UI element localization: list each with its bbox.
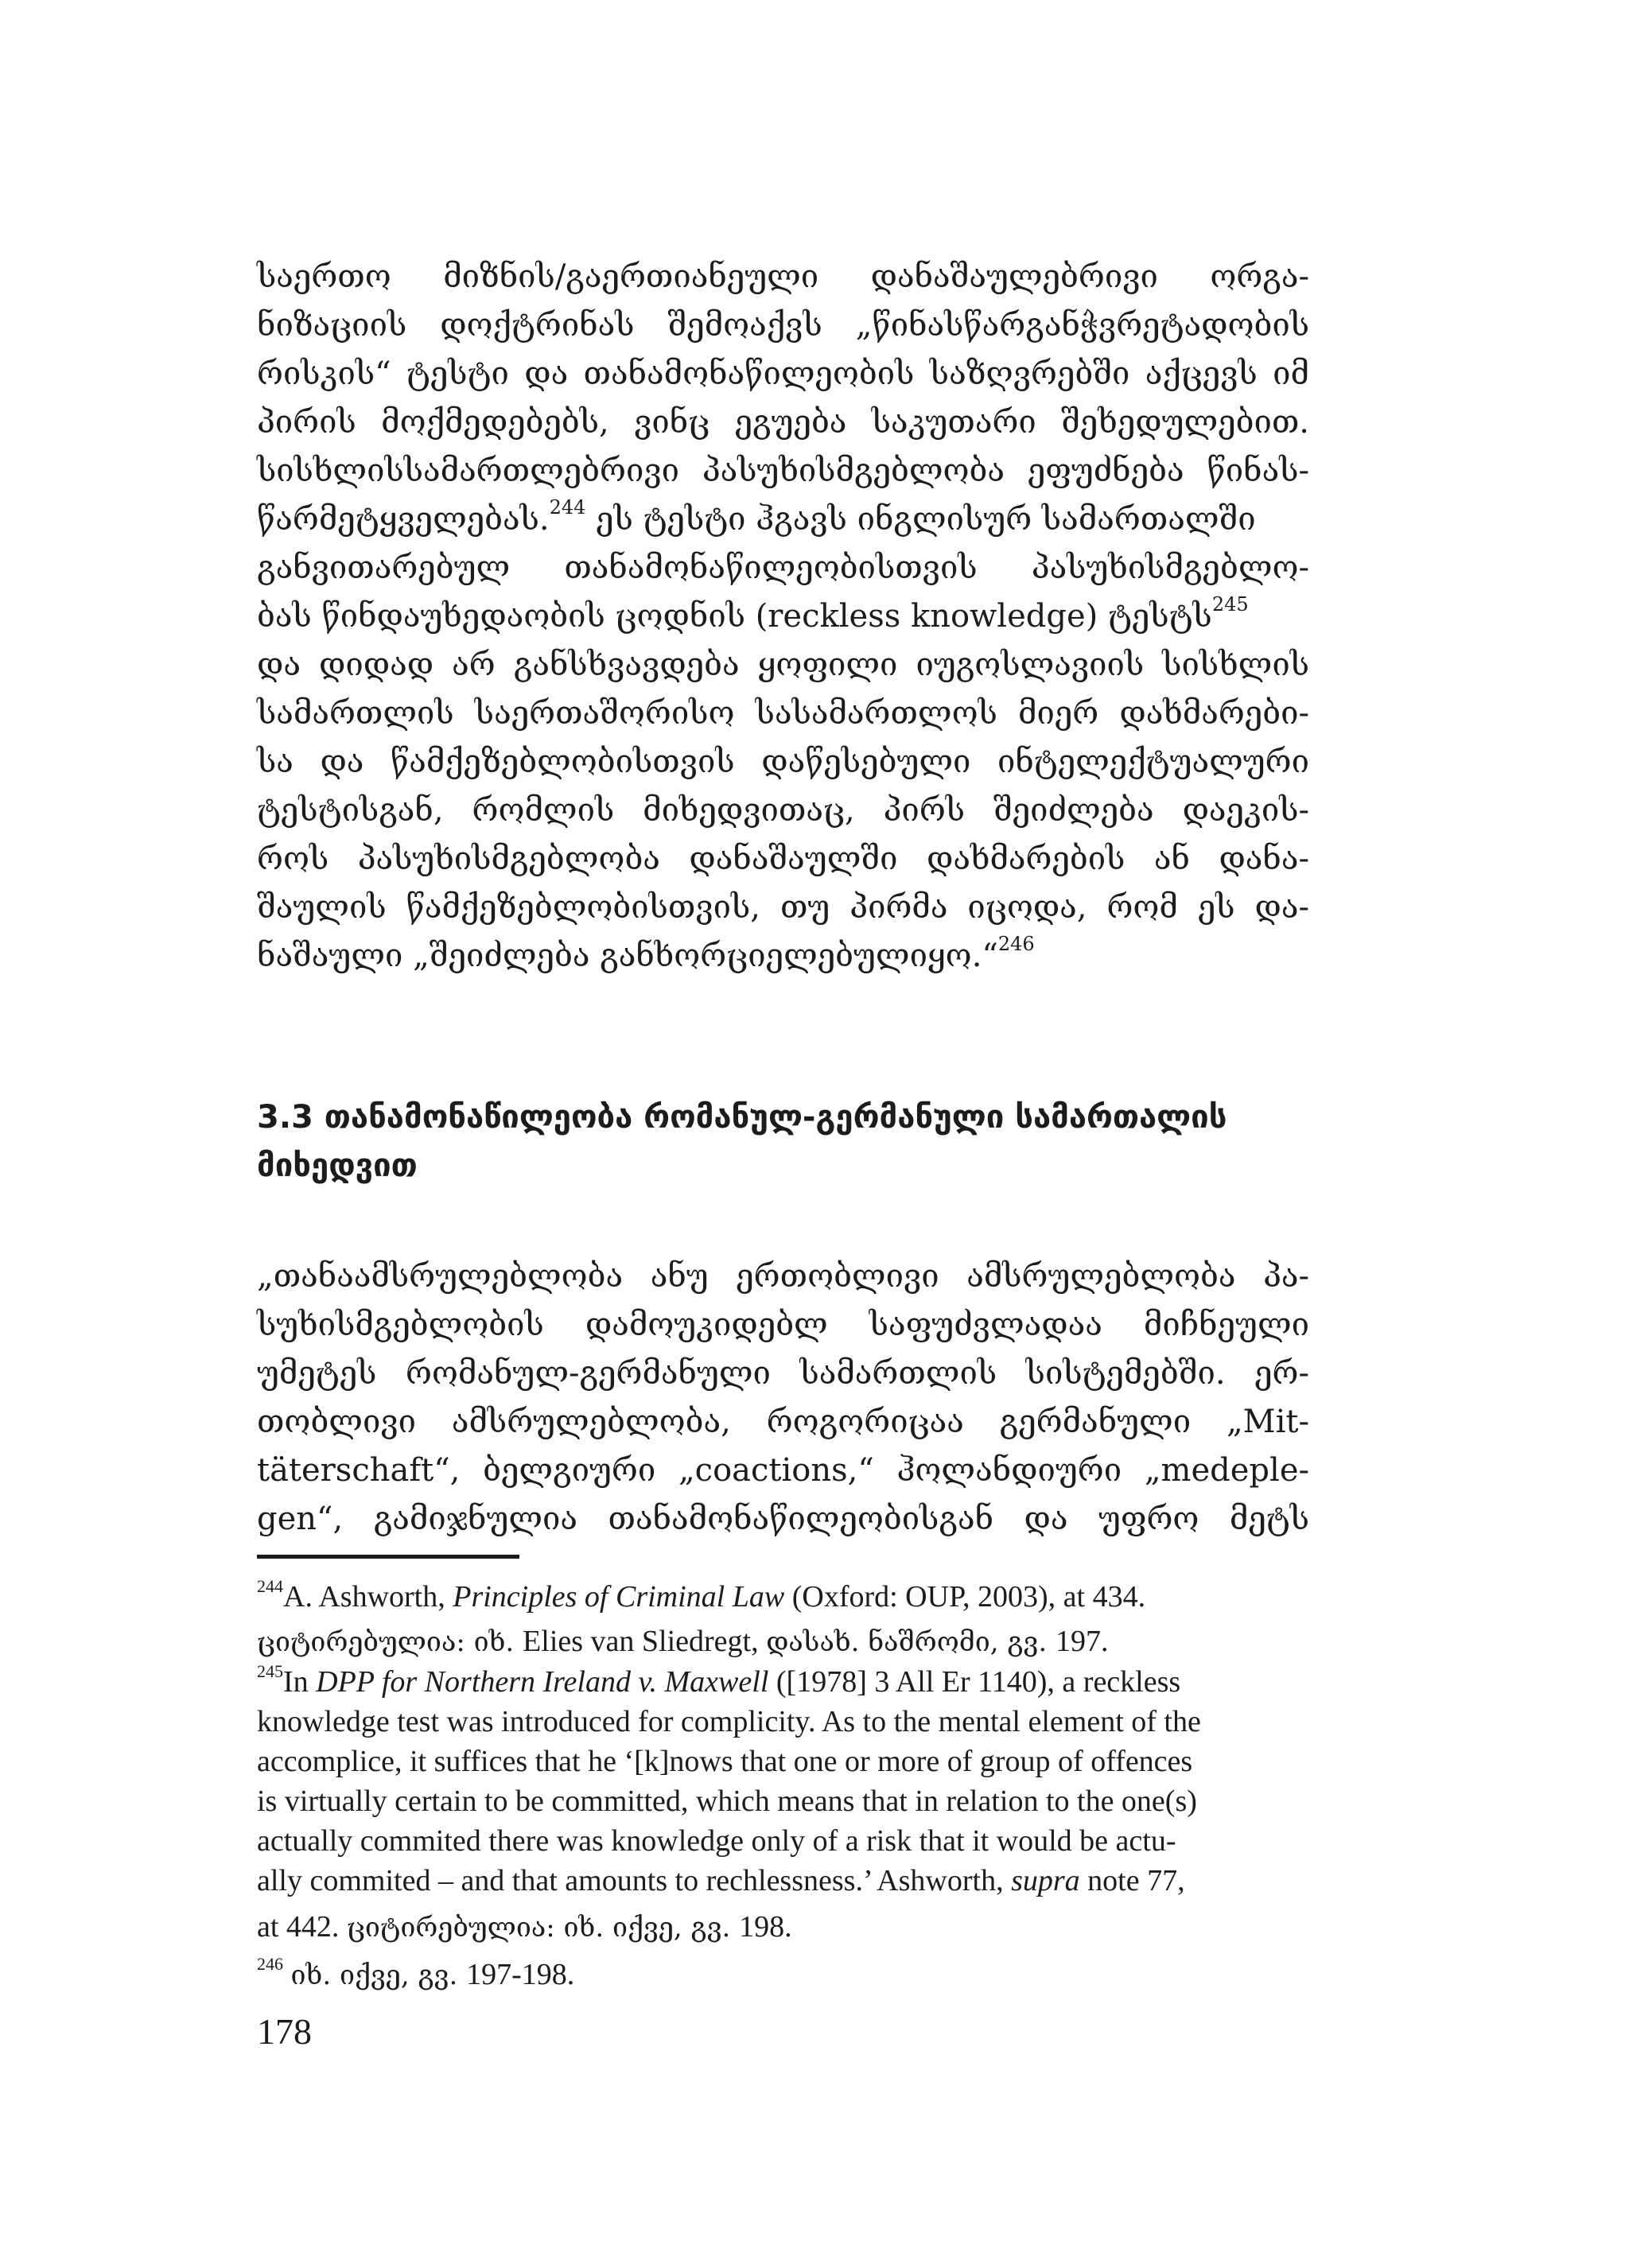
paragraph-1-line-12: ტესტისგან, რომლის მიხედვითაც, პირს შეიძლება დაეკის- — [257, 792, 1309, 829]
footnote-245-line-3: accomplice, it suffices that he ‘[k]nows that one or more of group of offences — [257, 1745, 1193, 1778]
fn-case-name: DPP for Northern Ireland v. Maxwell — [316, 1665, 769, 1699]
footnote-marker-246: 246 — [257, 1954, 283, 1975]
footnote-246-line-1 — [257, 1955, 1309, 1994]
footnote-245-line-1 — [257, 1662, 1309, 1702]
footnote-245-line-2: knowledge test was introduced for complicity. As to the mental element of the — [257, 1705, 1201, 1738]
paragraph-2-line-6: gen“, გამიჯნულია თანამონაწილეობისგან და უფრო მეტს — [257, 1501, 1309, 1537]
fn-text: note 77, — [1079, 1864, 1185, 1897]
paragraph-1-line-14: შაულის წამქეზებლობისთვის, თუ პირმა იცოდა, რომ ეს და- — [257, 889, 1309, 926]
paragraph-1-line-10: სამართლის საერთაშორისო სასამართლოს მიერ დახმარები- — [257, 695, 1309, 732]
fn-text: 197-198. — [466, 1958, 575, 1991]
footnote-ref-246[interactable]: 246 — [997, 932, 1035, 955]
footnote-marker-245: 245 — [257, 1661, 283, 1682]
paragraph-1-line-5: სისხლისსამართლებრივი პასუხისმგებლობა ეფუძნება წინას- — [257, 452, 1309, 489]
paragraph-2-line-1: „თანაამსრულებლობა ანუ ერთობლივი ამსრულებლობა პა- — [257, 1258, 1309, 1295]
footnote-245-line-4: is virtually certain to be committed, which means that in relation to the one(s) — [257, 1784, 1197, 1818]
footnote-separator — [257, 1555, 519, 1559]
footnote-245-line-6 — [257, 1861, 1309, 1901]
paragraph-1-line-11: სა და წამქეზებლობისთვის დაწესებული ინტელექტუალური — [257, 744, 1309, 780]
paragraph-2-line-3: უმეტეს რომანულ-გერმანული სამართლის სისტემებში. ერ- — [257, 1355, 1309, 1392]
line-text: წარმეტყველებას. — [257, 501, 550, 538]
footnote-244-line-1 — [257, 1577, 1309, 1617]
fn-supra: supra — [1011, 1864, 1080, 1897]
fn-text: A. Ashworth, — [283, 1580, 453, 1614]
paragraph-1-line-4: პირის მოქმედებებს, ვინც ეგუება საკუთარი შეხედულებით. — [257, 404, 1309, 441]
line-text: ეს ტესტი ჰგავს ინგლისურ სამართალში — [585, 501, 1256, 538]
paragraph-2-line-2: სუხისმგებლობის დამოუკიდებლ საფუძვლადაა მიჩნეული — [257, 1307, 1309, 1343]
fn-text: ally commited – and that amounts to rechlessness.’ Ashworth, — [257, 1864, 1012, 1897]
fn-text: 198. — [739, 1910, 792, 1944]
fn-text: ციტირებულია: იხ. — [257, 1626, 523, 1658]
footnote-marker-244: 244 — [257, 1576, 283, 1597]
section-heading-line-1 — [257, 1093, 1309, 1141]
paragraph-1-line-9: და დიდად არ განსხვავდება ყოფილი იუგოსლავიის სისხლის — [257, 647, 1309, 683]
fn-text: 197. — [1055, 1625, 1109, 1658]
page-number: 178 — [257, 2011, 312, 2052]
fn-text: In — [283, 1665, 317, 1699]
fn-text: ([1978] 3 All Er 1140), a reckless — [768, 1665, 1181, 1699]
line-text: ბას წინდაუხედაობის ცოდნის (reckless knowledge) ტესტს — [257, 598, 1212, 635]
footnote-ref-244[interactable]: 244 — [549, 495, 586, 518]
fn-text: ციტირებულია: იხ. იქვე, გვ. — [346, 1912, 740, 1944]
section-number: 3.3 — [257, 1099, 313, 1136]
section-heading-line-2: მიხედვით — [257, 1148, 418, 1184]
paragraph-2-line-4: თობლივი ამსრულებლობა, როგორიცაა გერმანული „Mit- — [257, 1404, 1309, 1440]
section-title-part-1: თანამონაწილეობა რომანულ-გერმანული სამართალის — [324, 1099, 1227, 1136]
paragraph-1-line-8 — [257, 592, 1309, 640]
fn-text — [283, 1958, 291, 1991]
fn-text: at 442. — [257, 1910, 347, 1944]
footnote-245-line-7 — [257, 1907, 1309, 1947]
footnote-245-line-5: actually commited there was knowledge only of a risk that it would be actu- — [257, 1824, 1176, 1858]
paragraph-1-line-13: როს პასუხისმგებლობა დანაშაულში დახმარების ან დანა- — [257, 841, 1309, 877]
paragraph-2-line-5: täterschaft“, ბელგიური „coactions,“ ჰოლანდიური „medeple- — [257, 1452, 1309, 1489]
fn-author: Elies van Sliedregt, — [523, 1625, 767, 1658]
line-text: ნაშაული „შეიძლება განხორციელებულიყო.“ — [257, 938, 998, 974]
footnote-244-line-2 — [257, 1621, 1309, 1661]
paragraph-1-line-1: საერთო მიზნის/გაერთიანეული დანაშაულებრივი ორგა- — [257, 258, 1309, 295]
paragraph-1-line-2: ნიზაციის დოქტრინას შემოაქვს „წინასწარგანჭვრეტადობის — [257, 307, 1309, 344]
fn-text: დასახ. ნაშრომი, გვ. — [766, 1626, 1056, 1658]
paragraph-1-line-3: რისკის“ ტესტი და თანამონაწილეობის საზღვრებში აქცევს იმ — [257, 355, 1309, 392]
paragraph-1-line-15 — [257, 932, 1309, 980]
paragraph-1-line-7: განვითარებულ თანამონაწილეობისთვის პასუხისმგებლო- — [257, 550, 1309, 586]
fn-text: (Oxford: OUP, 2003), at 434. — [784, 1580, 1146, 1614]
fn-text: იხ. იქვე, გვ. — [290, 1959, 467, 1991]
paragraph-1-line-6 — [257, 495, 1309, 543]
fn-book-title: Principles of Criminal Law — [453, 1580, 785, 1614]
footnote-ref-245[interactable]: 245 — [1211, 592, 1249, 616]
